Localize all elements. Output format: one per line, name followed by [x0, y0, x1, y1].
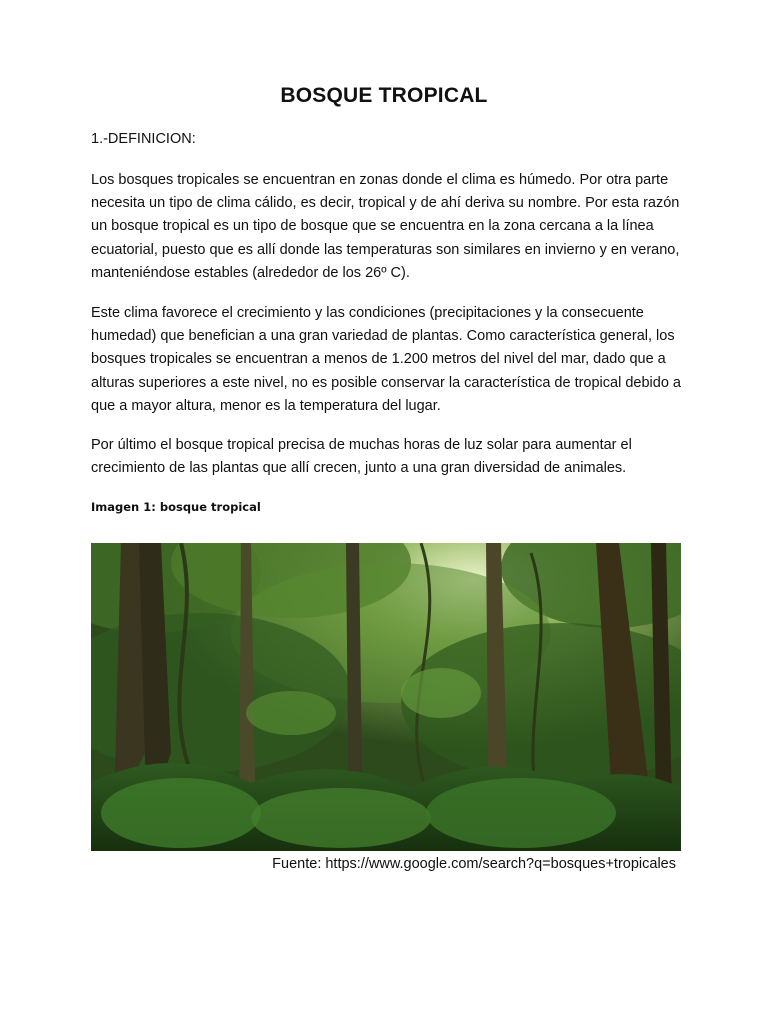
image-source: Fuente: https://www.google.com/search?q=bosques+tropicales: [272, 856, 676, 872]
paragraph-2: Este clima favorece el crecimiento y las condiciones (precipitaciones y la consecuente humedad) que benefician a una gran variedad de plantas. Como característica general, los bosques tropicales se encuentran a menos de 1.200 metros del nivel del mar, dado que a alturas superiores a este nivel, no es posible conservar la característica de tropical debido a que a mayor altura, menor es la temperatura del lugar.: [91, 305, 681, 414]
section-heading: 1.-DEFINICION:: [91, 131, 196, 147]
paragraph-1: Los bosques tropicales se encuentran en zonas donde el clima es húmedo. Por otra parte necesita un tipo de clima cálido, es decir, tropical y de ahí deriva su nombre. Por esta razón un bosque tropical es un tipo de bosque que se encuentra en la zona cercana a la línea ecuatorial, puesto que es allí donde las temperaturas son similares en invierno y en verano, manteniéndose estables (alrededor de los 26º C).: [91, 172, 680, 281]
paragraph-3: Por último el bosque tropical precisa de muchas horas de luz solar para aumentar el crecimiento de las plantas que allí crecen, junto a una gran diversidad de animales.: [91, 437, 632, 477]
page-title: BOSQUE TROPICAL: [280, 84, 488, 107]
tropical-forest-photo: [91, 543, 681, 851]
forest-illustration: [91, 543, 681, 851]
image-caption: Imagen 1: bosque tropical: [91, 500, 261, 514]
